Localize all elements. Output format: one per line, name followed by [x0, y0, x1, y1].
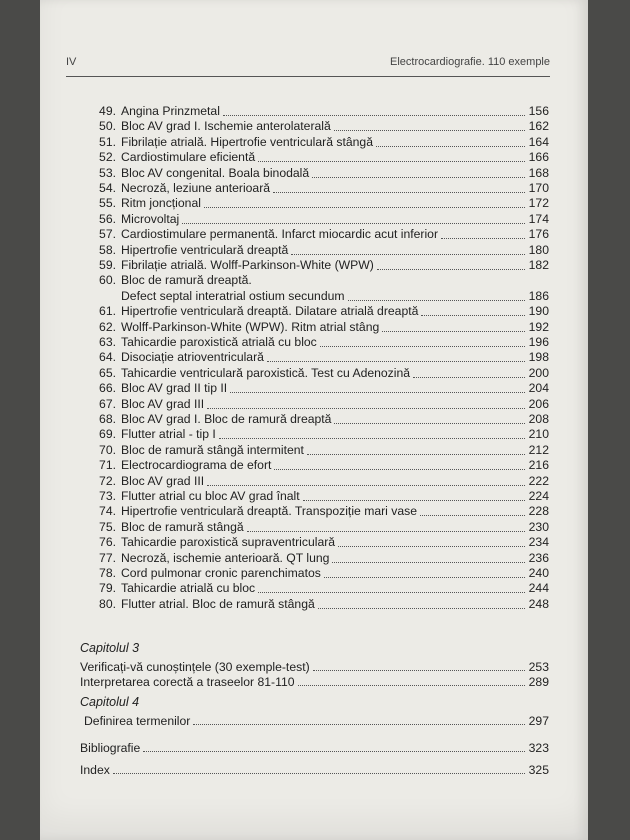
toc-entry-number: 59.: [99, 258, 116, 272]
toc-entry-title: Tahicardie atrială cu bloc: [121, 581, 256, 596]
toc-entry-page: 162: [528, 119, 549, 134]
toc-entry: [80, 350, 549, 365]
toc-entry: [80, 166, 549, 181]
toc-entry-page: 156: [528, 104, 549, 118]
toc-entry-title: Bloc AV grad I. Ischemie anterolaterală: [121, 119, 331, 134]
toc-entry-title: Cardiostimulare permanentă. Infarct miocardic acut inferior: [121, 227, 439, 242]
toc-entry-title: Cord pulmonar cronic parenchimatos: [121, 566, 321, 580]
leader-dots: [420, 512, 525, 516]
leader-dots: [334, 127, 525, 131]
toc-entry-prefix: Flutter atrial.: [121, 596, 193, 611]
leader-dots: [318, 605, 525, 609]
toc-entry: [80, 258, 549, 273]
leader-dots: [230, 389, 525, 393]
toc-entry-title: Bloc de ramură stângă: [121, 519, 244, 534]
toc-entry: [80, 551, 549, 566]
toc-entry-page: 176: [528, 227, 549, 242]
toc-entry-title: Bloc AV grad III: [121, 396, 205, 411]
toc-entry-page: 240: [528, 566, 549, 580]
toc-entry-number: 49.: [99, 104, 116, 118]
bibliografie-entry: [80, 740, 549, 755]
leader-dots: [113, 770, 525, 774]
leader-dots: [207, 482, 525, 486]
toc-entry-page: 190: [528, 304, 549, 319]
chapter-4-line-1-page: 297: [528, 714, 549, 728]
toc-entry-page: 208: [528, 412, 549, 426]
toc-entry: [80, 412, 549, 427]
toc-entry-title: Hipertrofie ventriculară dreaptă: [121, 242, 289, 257]
toc-entry-title: Hipertrofie ventriculară dreaptă. Dilatare atrială dreaptă: [121, 304, 419, 319]
leader-dots: [273, 189, 525, 193]
toc-entry-number: 72.: [99, 473, 116, 488]
toc-entry-page: 182: [528, 258, 549, 272]
toc-entry: [80, 119, 549, 134]
leader-dots: [219, 435, 525, 439]
toc-entry-page: 222: [528, 473, 549, 488]
toc-entry-number: 54.: [99, 181, 116, 195]
toc-entry: [80, 581, 549, 596]
toc-entry: [80, 397, 549, 412]
toc-entry-number: 61.: [99, 304, 116, 319]
chapter-3-line-2: [80, 674, 549, 689]
toc-entry-number: 76.: [99, 535, 116, 550]
leader-dots: [338, 543, 525, 547]
toc-entry-page: 244: [528, 581, 549, 596]
index-page: 325: [528, 763, 549, 777]
toc-entry-page: 236: [528, 550, 549, 565]
toc-entry-title: Bloc de ramură dreaptă.: [121, 273, 252, 288]
toc-entry-title: Disociație atrioventriculară: [121, 350, 264, 365]
toc-entry-number: 65.: [99, 365, 116, 380]
toc-entry-number: 70.: [99, 442, 116, 457]
toc-entry-number: 50.: [99, 119, 116, 134]
toc-entry-title: Fibrilație atrială. Hipertrofie ventriculară stângă: [121, 134, 373, 149]
leader-dots: [274, 466, 525, 470]
toc-entry-title: Bloc AV congenital. Boala binodală: [121, 165, 310, 180]
toc-entry-title: Tahicardie paroxistică atrială cu bloc: [121, 335, 317, 349]
toc-entry-title: Electrocardiograma de efort: [121, 458, 272, 473]
bibliografie-text: Bibliografie: [80, 741, 141, 755]
toc-entry-page: 206: [528, 396, 549, 411]
toc-entry-number: 63.: [99, 335, 116, 349]
chapter-3-line-2-text: Interpretarea corectă a traseelor 81-110: [80, 675, 295, 689]
toc-entry-page: 164: [528, 134, 549, 149]
toc-entry: [80, 135, 549, 150]
chapter-4-label: Capitolul 4: [80, 695, 140, 709]
leader-dots: [247, 528, 525, 532]
leader-dots: [223, 112, 525, 116]
index-entry: [80, 762, 549, 777]
leader-dots: [258, 589, 525, 593]
toc-entry-title: Bloc AV grad II tip II: [121, 381, 228, 396]
toc-entry-number: 69.: [99, 427, 116, 442]
toc-entry: [80, 212, 549, 227]
toc-entry-title: Cardiostimulare eficientă: [121, 150, 256, 165]
leader-dots: [291, 251, 525, 255]
page-number: IV: [66, 56, 77, 68]
toc-entry-page: 168: [528, 165, 549, 180]
toc-entry: [80, 150, 549, 165]
toc-entry-page: 210: [528, 427, 549, 442]
toc-entry: [80, 196, 549, 211]
leader-dots: [207, 405, 525, 409]
toc-entry-page: 180: [528, 242, 549, 257]
toc-entry-title: Tahicardie paroxistică supraventriculară: [121, 535, 336, 550]
toc-entry-number: 57.: [99, 227, 116, 242]
toc-entry-number: 67.: [99, 396, 116, 411]
running-header: [66, 54, 550, 77]
toc-entry-number: 58.: [99, 242, 116, 257]
leader-dots: [320, 343, 525, 347]
toc-entry-title: Microvoltaj: [121, 211, 180, 226]
toc-entry-number: 79.: [99, 581, 116, 596]
chapter-4-line-1: [80, 713, 549, 728]
leader-dots: [143, 748, 525, 752]
chapter-3-label: Capitolul 3: [80, 641, 140, 655]
leader-dots: [204, 204, 525, 208]
toc-entry-title: Defect septal interatrial ostium secundum: [121, 288, 345, 303]
leader-dots: [382, 328, 525, 332]
toc-entry-number: 52.: [99, 150, 116, 165]
toc-entry-page: 198: [528, 350, 549, 365]
toc-entry-number: 71.: [99, 458, 116, 473]
chapter-3-line-1: [80, 659, 549, 674]
toc-entry: [80, 474, 549, 489]
toc-entry-page: 248: [528, 596, 549, 611]
toc-entry-title: Tahicardie ventriculară paroxistică. Test cu Adenozină: [121, 365, 411, 380]
toc-entry: [80, 535, 549, 550]
toc-entry-number: 60.: [99, 273, 116, 288]
toc-entry: [80, 243, 549, 258]
toc-entry: [80, 273, 549, 288]
leader-dots: [334, 420, 525, 424]
toc-entry: [80, 381, 549, 396]
leader-dots: [441, 235, 525, 239]
toc-entry-title: Wolff-Parkinson-White (WPW). Ritm atrial stâng: [121, 319, 380, 334]
toc-entry-number: 74.: [99, 504, 116, 519]
toc-entry-page: 204: [528, 381, 549, 396]
chapter-3-line-2-page: 289: [528, 675, 549, 689]
toc-entry-page: 186: [528, 288, 549, 303]
toc-entry-page: 192: [528, 319, 549, 334]
leader-dots: [303, 497, 525, 501]
chapter-3-line-1-page: 253: [528, 660, 549, 674]
toc-entry-title: Fibrilație atrială. Wolff-Parkinson-White (WPW): [121, 258, 374, 272]
toc-entry-page: 172: [528, 196, 549, 211]
toc-entry-title: Necroză, ischemie anterioară. QT lung: [121, 550, 330, 565]
leader-dots: [348, 297, 525, 301]
leader-dots: [298, 682, 525, 686]
toc-entry-number: 73.: [99, 489, 116, 503]
toc-entry-number: 77.: [99, 550, 116, 565]
toc-entry: [80, 597, 549, 612]
toc-entry-page: 200: [528, 365, 549, 380]
chapter-3-line-1-text: Verificați-vă cunoștințele (30 exemple-test): [80, 660, 310, 674]
toc-entry: [80, 520, 549, 535]
toc-entry: [80, 304, 549, 319]
toc-entry-page: 170: [528, 181, 549, 195]
toc-entry: [80, 181, 549, 196]
toc-entry-number: 62.: [99, 319, 116, 334]
toc-entry: [80, 227, 549, 242]
toc-entry-page: 216: [528, 458, 549, 473]
toc-entry-number: 55.: [99, 196, 116, 211]
toc-entry-number: 68.: [99, 412, 116, 426]
toc-entry-page: 228: [528, 504, 549, 519]
toc-entry: [80, 504, 549, 519]
bibliografie-page: 323: [528, 741, 549, 755]
leader-dots: [332, 559, 525, 563]
toc-entry: [80, 289, 549, 304]
toc-entry: [80, 489, 549, 504]
leader-dots: [312, 174, 525, 178]
leader-dots: [421, 312, 525, 316]
toc-entry-page: 166: [528, 150, 549, 165]
toc-entry: [80, 366, 549, 381]
toc-entry-number: 56.: [99, 211, 116, 226]
leader-dots: [377, 266, 525, 270]
leader-dots: [376, 143, 525, 147]
toc-entry-title: Hipertrofie ventriculară dreaptă. Transpoziție mari vase: [121, 504, 418, 519]
toc-entry: [80, 566, 549, 581]
leader-dots: [413, 374, 525, 378]
toc-entry-page: 212: [528, 442, 549, 457]
toc-entry-number: 53.: [99, 165, 116, 180]
chapter-4-line-1-text: Definirea termenilor: [84, 714, 191, 728]
toc-entry-number: 75.: [99, 519, 116, 534]
toc-entry-page: 234: [528, 535, 549, 550]
index-text: Index: [80, 763, 110, 777]
toc-entry-number: 66.: [99, 381, 116, 396]
toc-entry-title: Necroză, leziune anterioară: [121, 181, 271, 195]
toc-entry-title: Flutter atrial cu bloc AV grad înalt: [121, 489, 300, 503]
toc-entry-title: Bloc de ramură stângă intermitent: [121, 442, 304, 457]
toc-entry: [80, 104, 549, 119]
toc-entry-title: Bloc AV grad III: [121, 473, 205, 488]
toc-entry: [80, 458, 549, 473]
leader-dots: [313, 667, 525, 671]
book-page: [40, 0, 588, 840]
toc-entry: [80, 427, 549, 442]
toc-entry-number: 51.: [99, 134, 116, 149]
toc-entry-title: Bloc de ramură stângă: [192, 596, 315, 611]
toc-entry-title: Angina Prinzmetal: [121, 104, 220, 118]
leader-dots: [324, 574, 525, 578]
leader-dots: [258, 158, 525, 162]
toc-entry-page: 196: [528, 335, 549, 349]
toc-entry-title: Bloc AV grad I. Bloc de ramură dreaptă: [121, 412, 332, 426]
toc-entry: [80, 320, 549, 335]
toc-entry-title: Flutter atrial - tip I: [121, 427, 216, 442]
toc-entry-title: Ritm joncțional: [121, 196, 201, 211]
toc-entry-number: 64.: [99, 350, 116, 365]
leader-dots: [307, 451, 525, 455]
toc-entry: [80, 443, 549, 458]
toc-entry-number: 78.: [99, 566, 116, 580]
toc-entry-page: 174: [528, 211, 549, 226]
leader-dots: [182, 220, 525, 224]
toc-entry: [80, 335, 549, 350]
leader-dots: [193, 721, 525, 725]
toc-entry-page: 230: [528, 519, 549, 534]
leader-dots: [267, 358, 525, 362]
running-title: Electrocardiografie. 110 exemple: [390, 56, 550, 68]
toc-entry-number: 80.: [99, 596, 116, 611]
toc-entry-page: 224: [528, 489, 549, 503]
